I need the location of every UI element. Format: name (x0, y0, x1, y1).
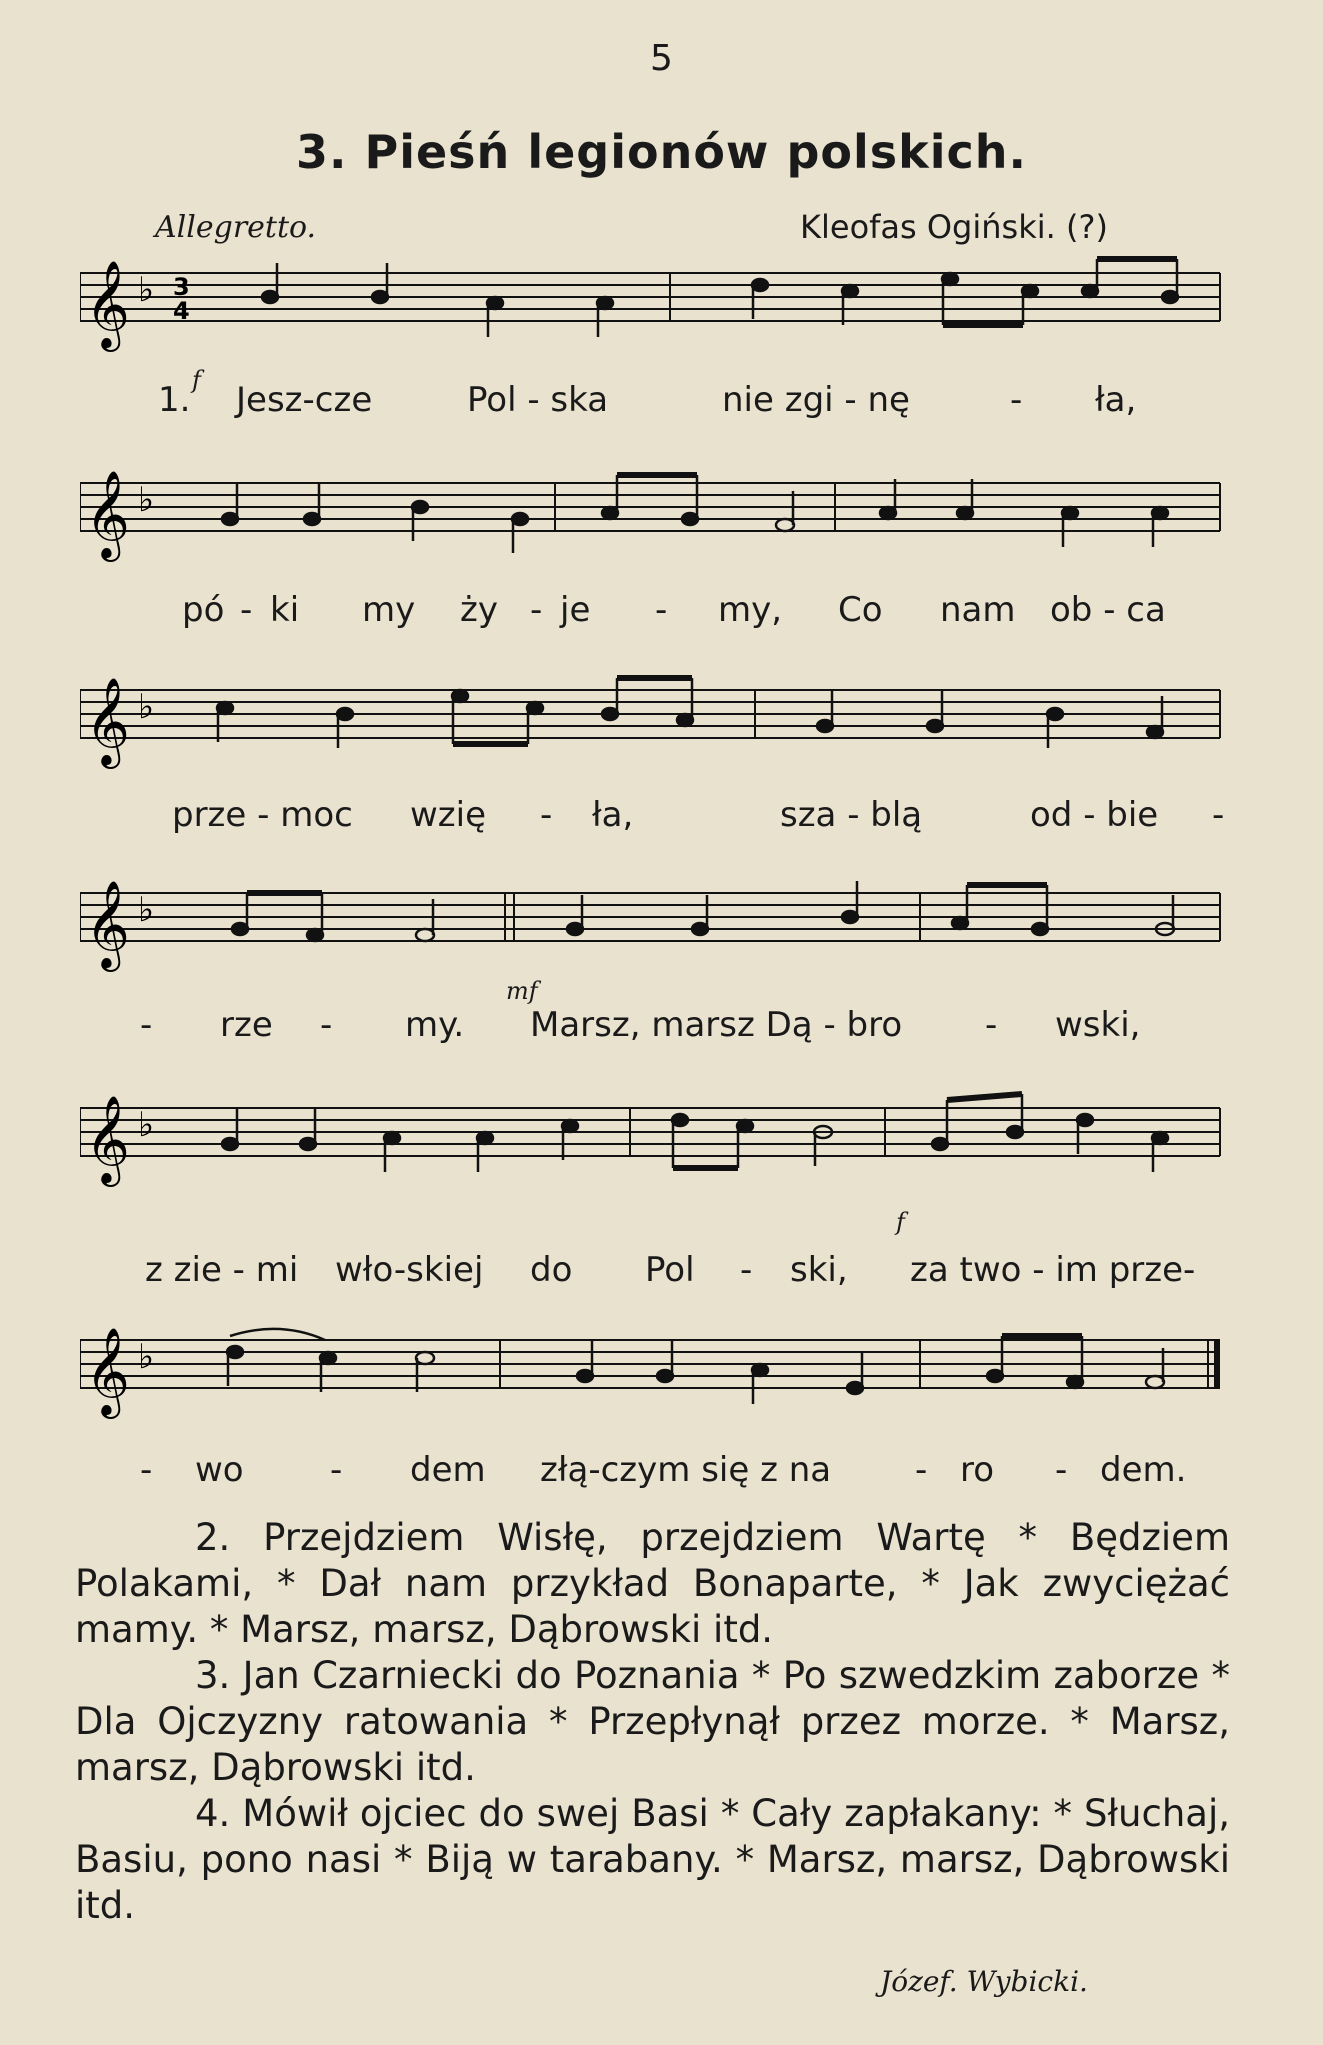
lyric-syllable: z zie - mi (145, 1250, 299, 1290)
treble-clef-icon: 𝄞 (85, 1326, 130, 1415)
staff-6-notation (80, 1322, 1230, 1422)
lyric-syllable: nie zgi - nę (722, 380, 910, 420)
music-staff-1 (80, 255, 1230, 355)
lyrics-line-5 (0, 1208, 1323, 1300)
flat-key-icon: ♭ (138, 1105, 155, 1145)
dynamic-forte-2: f (896, 1208, 905, 1236)
lyric-syllable: dem (410, 1450, 486, 1490)
lyric-syllable: - (1212, 795, 1225, 835)
verse-2: 2. Przejdziem Wisłę, przejdziem Wartę * Będziem Polakami, * Dał nam przykład Bonaparte, * Jak zwyciężać mamy. * Marsz, marsz, Dąbrowski itd. (75, 1516, 1230, 1651)
lyric-syllable: - (540, 795, 553, 835)
lyrics-line-1 (0, 366, 1323, 430)
lyric-syllable: - (140, 1450, 153, 1490)
treble-clef-icon: 𝄞 (85, 259, 130, 348)
verses-text (75, 1515, 1230, 1929)
lyric-syllable: - (240, 590, 253, 630)
lyrics-line-6 (0, 1450, 1323, 1500)
lyric-syllable: sza - blą (780, 795, 923, 835)
lyrics-line-2 (0, 590, 1323, 640)
lyrics-line-4 (0, 977, 1323, 1055)
treble-clef-icon: 𝄞 (85, 1094, 130, 1183)
music-staff-5 (80, 1090, 1230, 1190)
lyric-syllable: my, (718, 590, 783, 630)
lyric-syllable: - (915, 1450, 928, 1490)
lyric-syllable: Marsz, marsz Dą - bro (530, 1005, 903, 1045)
lyric-syllable: 1. (158, 380, 191, 420)
verse-3: 3. Jan Czarniecki do Poznania * Po szwedzkim zaborze * Dla Ojczyzny ratowania * Przepłynął przez morze. * Marsz, marsz, Dąbrowski itd. (75, 1654, 1230, 1789)
lyric-syllable: - (1055, 1450, 1068, 1490)
staff-2-notation (80, 465, 1230, 565)
lyric-syllable: - (320, 1005, 333, 1045)
page-number: 5 (650, 38, 673, 79)
lyric-syllable: my. (405, 1005, 465, 1045)
verse-4: 4. Mówił ojciec do swej Basi * Cały zapłakany: * Słuchaj, Basiu, pono nasi * Biją w tarabany. * Marsz, marsz, Dąbrowski itd. (75, 1792, 1230, 1927)
lyric-syllable: - (655, 590, 668, 630)
lyric-syllable: złą-czym się z na (540, 1450, 832, 1490)
treble-clef-icon: 𝄞 (85, 676, 130, 765)
lyric-syllable: Pol - ska (467, 380, 609, 420)
lyric-syllable: wo (195, 1450, 244, 1490)
flat-key-icon: ♭ (138, 480, 155, 520)
lyric-syllable: nam (940, 590, 1016, 630)
dynamic-forte: f (192, 366, 201, 394)
music-staff-4 (80, 875, 1230, 975)
time-sig-bottom: 4 (173, 297, 190, 325)
lyric-syllable: wski, (1055, 1005, 1141, 1045)
lyric-syllable: dem. (1100, 1450, 1187, 1490)
flat-key-icon: ♭ (138, 890, 155, 930)
flat-key-icon: ♭ (138, 687, 155, 727)
lyric-syllable: - (740, 1250, 753, 1290)
staff-4-notation (80, 875, 1230, 975)
flat-key-icon: ♭ (138, 1337, 155, 1377)
lyricist-signature: Józef. Wybicki. (880, 1965, 1088, 1998)
lyric-syllable: pó (182, 590, 225, 630)
lyric-syllable: za two - im prze- (910, 1250, 1196, 1290)
staff-1-notation (80, 255, 1230, 355)
tempo-marking: Allegretto. (155, 210, 317, 245)
lyric-syllable: - (330, 1450, 343, 1490)
lyric-syllable: je (560, 590, 591, 630)
lyric-syllable: Jesz-cze (236, 380, 373, 420)
lyric-syllable: ła, (592, 795, 634, 835)
lyric-syllable: ki (270, 590, 300, 630)
lyric-syllable: my (362, 590, 416, 630)
music-staff-2 (80, 465, 1230, 565)
lyric-syllable: prze - moc (172, 795, 353, 835)
music-staff-6 (80, 1322, 1230, 1422)
lyric-syllable: Co (838, 590, 883, 630)
lyric-syllable: wło-skiej (335, 1250, 484, 1290)
song-title: 3. Pieśń legionów polskich. (296, 125, 1027, 179)
time-sig-top: 3 (173, 273, 190, 301)
composer: Kleofas Ogiński. (?) (800, 208, 1108, 246)
lyrics-line-3 (0, 795, 1323, 845)
dynamic-mezzo-forte: mf (506, 977, 538, 1005)
lyric-syllable: ski, (790, 1250, 848, 1290)
music-staff-3 (80, 672, 1230, 772)
lyric-syllable: wzię (410, 795, 487, 835)
lyric-syllable: rze (220, 1005, 273, 1045)
lyric-syllable: - (530, 590, 543, 630)
treble-clef-icon: 𝄞 (85, 469, 130, 558)
lyric-syllable: - (140, 1005, 153, 1045)
lyric-syllable: ob - ca (1050, 590, 1166, 630)
lyric-syllable: od - bie (1030, 795, 1159, 835)
treble-clef-icon: 𝄞 (85, 879, 130, 968)
staff-5-notation (80, 1090, 1230, 1190)
lyric-syllable: ro (960, 1450, 995, 1490)
lyric-syllable: Pol (645, 1250, 695, 1290)
lyric-syllable: ży (460, 590, 498, 630)
lyric-syllable: ła, (1095, 380, 1137, 420)
flat-key-icon: ♭ (138, 270, 155, 310)
lyric-syllable: do (530, 1250, 573, 1290)
lyric-syllable: - (1010, 380, 1023, 420)
staff-3-notation (80, 672, 1230, 772)
lyric-syllable: - (985, 1005, 998, 1045)
